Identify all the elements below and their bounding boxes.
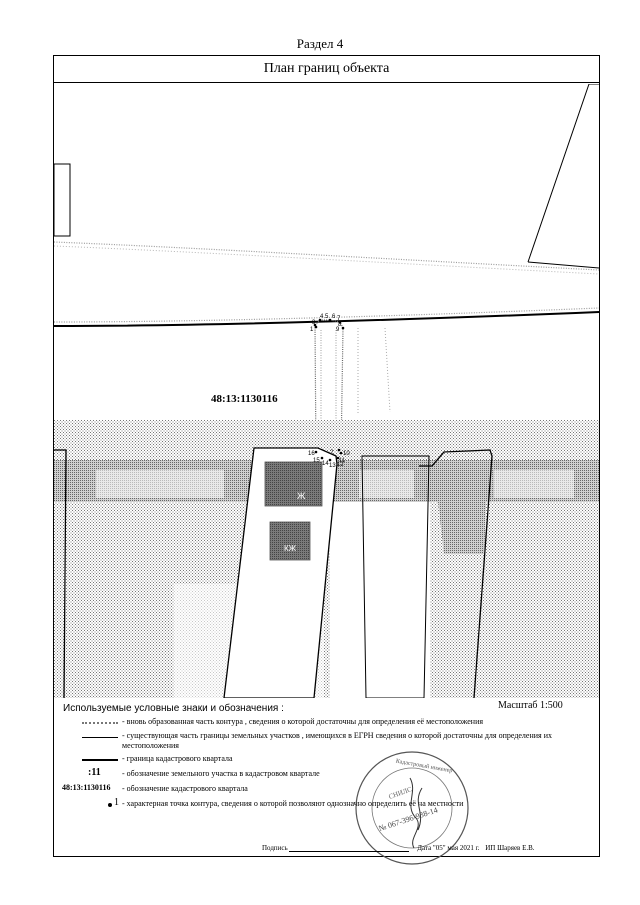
point-label: 16 <box>308 451 315 457</box>
legend-item-new-contour: - вновь образованная часть контура , сведения о которой достаточны для определения её местоположения <box>122 717 484 726</box>
sign-line <box>289 843 409 852</box>
building-outline <box>54 164 70 236</box>
point-label: 9 <box>336 327 340 333</box>
section-title: Раздел 4 <box>296 36 344 51</box>
passage-line <box>385 328 390 412</box>
sign-label: Подпись <box>262 844 288 852</box>
signer-name: ИП Шаряев Е.В. <box>485 844 535 852</box>
stamp-number: № 067-396-938-14 <box>377 805 439 834</box>
legend-symbol-new-contour <box>82 722 118 724</box>
date-day: "05" <box>432 844 446 852</box>
point-label: 10 <box>343 451 350 457</box>
date-year: 2021 г. <box>459 844 480 852</box>
scale-label: Масштаб 1:500 <box>498 700 563 711</box>
point-label: 2 <box>330 450 334 456</box>
building-label: Ж <box>297 491 306 501</box>
date-label: Дата <box>417 844 432 852</box>
quarter-label: 48:13:1130116 <box>211 393 278 405</box>
point-label: 8 <box>338 322 342 328</box>
road-edge <box>54 242 599 270</box>
point-label: 6 <box>332 314 336 320</box>
legend-item-quarter-number: - обозначение кадастрового квартала <box>122 784 248 793</box>
point-label: 5 <box>325 314 329 320</box>
legend-item-existing-boundary: - существующая часть границы земельных участков , имеющихся в ЕГРН сведения о которой достаточны для определения их местоположения <box>122 731 552 750</box>
legend-item-characteristic-point: - характерная точка контура, сведения о которой позволяют однозначно определить её на местности <box>122 799 464 808</box>
stamp-text-mid: СНИЛС <box>387 785 414 802</box>
building-kzh <box>270 522 310 560</box>
legend-heading: Используемые условные знаки и обозначения : <box>63 703 284 714</box>
parcel-boundary <box>528 84 599 262</box>
point-label: 3 <box>312 320 316 326</box>
white-block <box>96 470 224 498</box>
white-passage <box>330 502 430 698</box>
legend-symbol-point-dot <box>108 803 112 807</box>
legend-symbol-existing-boundary <box>82 737 118 738</box>
legend-item-quarter-boundary: - граница кадастрового квартала <box>122 754 233 763</box>
legend-symbol-quarter-number: 48:13:1130116 <box>62 783 111 792</box>
legend-item-parcel-number: - обозначение земельного участка в кадастровом квартале <box>122 769 320 778</box>
white-block <box>494 470 574 498</box>
date-month: мая <box>447 844 459 852</box>
cadastral-map <box>54 84 599 698</box>
point-label: 14 <box>322 461 329 467</box>
point-label: 12 <box>337 462 344 468</box>
point-label: 1 <box>310 327 314 333</box>
building-label: КЖ <box>284 544 297 553</box>
point-label: 4 <box>320 314 324 320</box>
legend-symbol-point-number: 1 <box>114 797 119 808</box>
building-zh <box>265 462 322 506</box>
plan-title: План границ объекта <box>53 55 600 83</box>
stamp-text-top: Кадастровый инженер <box>395 758 453 775</box>
point-label: 11 <box>339 458 346 464</box>
signature-row <box>262 843 535 852</box>
white-block <box>359 470 414 498</box>
point-label: 13 <box>329 463 336 469</box>
point-label: 15 <box>313 458 320 464</box>
road-edge <box>54 246 599 274</box>
legend-symbol-parcel-number: :11 <box>88 767 101 778</box>
point-label: 7 <box>337 316 341 322</box>
legend-symbol-quarter-boundary <box>82 759 118 761</box>
